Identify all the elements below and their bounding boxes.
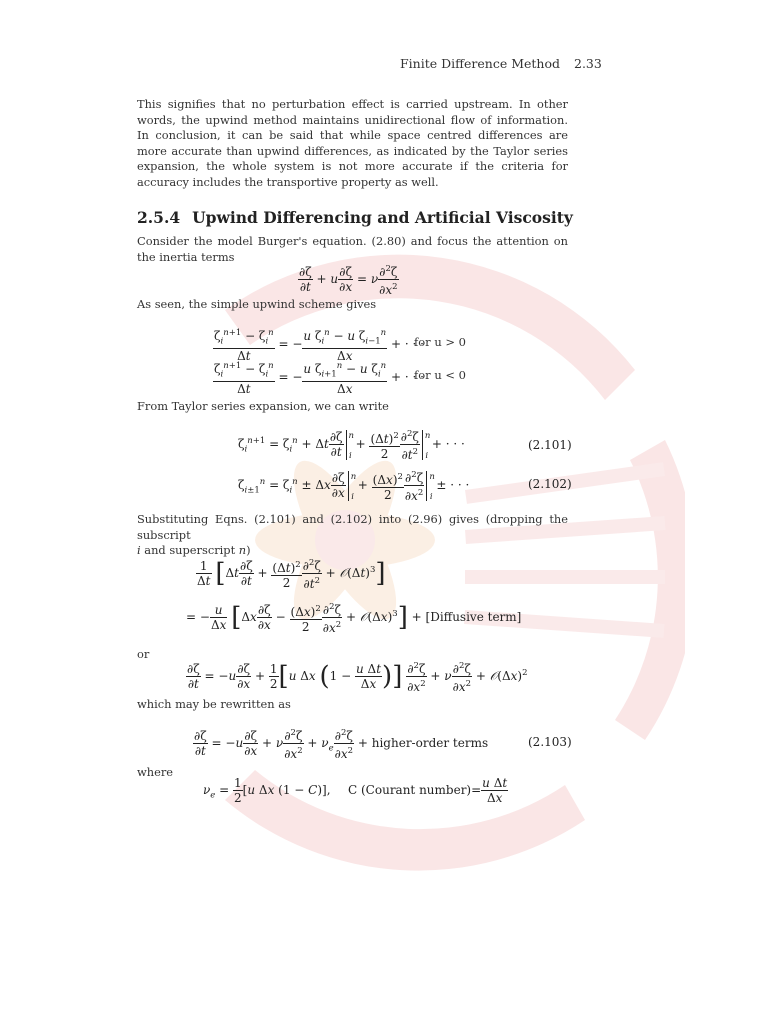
- courant-label: C (Courant number)=: [348, 783, 482, 797]
- condition-u-negative: for u < 0: [414, 368, 467, 382]
- equation-substituted-lhs: $\frac{1}{\Delta t}$ [Δt $\frac{\partial\zeta}{\partial t}$ + $\frac{(\Delta t)^2}{2}$ $\frac{\partial^2\zeta}{\partial t^2}$ + $𝒪(\Delta t)^3$]: [197, 558, 386, 591]
- equation-taylor-time: $\zeta_i^{n+1} = \zeta_i^n + \Delta t$ $\frac{\partial\zeta}{\partial t}$ $^n_i$ + $\frac{(\Delta t)^2}{2}$ $\frac{\partial^2\zeta}{\partial t^2}$ $^n_i$ + · · ·: [238, 429, 465, 462]
- paragraph-or: or: [137, 647, 150, 661]
- paragraph-rewritten: which may be rewritten as: [137, 697, 291, 711]
- equation-number-2-103: (2.103): [528, 735, 572, 749]
- equation-number-2-102: (2.102): [528, 477, 572, 491]
- substituting-end: ): [246, 543, 251, 558]
- equation-courant-number: C (Courant number)= $\frac{\text{u Δt}}{\Delta x}$: [348, 776, 508, 805]
- equation-upwind-negative: $\frac{\zeta_i^{n+1} - \zeta_i^n}{\Delta t}$ = − $\frac{u \zeta_{i+1}^n - u \zeta_i^n}{\Delta x}$ + · · ·: [214, 361, 424, 397]
- diffusive-term: + [Diffusive term]: [411, 610, 522, 624]
- running-title: Finite Difference Method: [400, 56, 561, 71]
- page-number: 2.33: [574, 56, 602, 71]
- equation-substituted-rhs: = − $\frac{u}{\Delta x}$ [Δx $\frac{\partial\zeta}{\partial x}$ − $\frac{(\Delta x)^2}{2}$ $\frac{\partial^2\zeta}{\partial x^2}$ + $𝒪(\Delta x)^3$] + [Diffusive term]: [186, 602, 522, 635]
- equation-upwind-positive: $\frac{\zeta_i^{n+1} - \zeta_i^n}{\Delta t}$ = − $\frac{u \zeta_i^n - u \zeta_{i-1}^n}{\Delta x}$ + · · ·: [214, 328, 424, 364]
- substituting-n: n: [238, 543, 247, 558]
- paragraph-burgers: Consider the model Burger's equation. (2.80) and focus the attention on the inertia terms: [137, 234, 568, 264]
- substituting-line-1: Substituting Eqns. (2.101) and (2.102) into (2.96) gives (dropping the subscript: [137, 512, 568, 542]
- section-title: Upwind Differencing and Artificial Viscosity: [192, 208, 573, 227]
- substituting-i: i: [137, 543, 141, 558]
- paragraph-substituting: [137, 512, 568, 559]
- equation-taylor-space: $\zeta_{i\pm 1}^n = \zeta_i^n \pm \Delta x$ $\frac{\partial\zeta}{\partial x}$ $^n_i$ + $\frac{(\Delta x)^2}{2}$ $\frac{\partial^2\zeta}{\partial x^2}$ $^n_i$ ± · · ·: [238, 470, 470, 503]
- equation-2-103: $\frac{\partial\zeta}{\partial t}$ = −u $\frac{\partial\zeta}{\partial x}$ + ν $\frac{\partial^2\zeta}{\partial x^2}$ + $\nu_e$ $\frac{\partial^2\zeta}{\partial x^2}$ + higher-order terms: [194, 728, 489, 761]
- equation-modified: $\frac{\partial\zeta}{\partial t}$ = −u $\frac{\partial\zeta}{\partial x}$ + $\frac{1}{2}$ [u Δx (1 − $\frac{\text{u Δt}}{\Delta x}$ )] $\frac{\partial^2\zeta}{\partial x^2}$ + ν $\frac{\partial^2\zeta}{\partial x^2}$ + $𝒪(\Delta x)^2$: [187, 661, 528, 694]
- section-number: 2.5.4: [137, 208, 181, 227]
- equation-burgers: $\frac{\partial\zeta}{\partial t}$ + u $\frac{\partial\zeta}{\partial x}$ = ν $\frac{\partial^2\zeta}{\partial x^2}$: [299, 264, 398, 297]
- running-head: [400, 56, 602, 71]
- intro-paragraph: This signifies that no perturbation effect is carried upstream. In other words, the upwind method maintains unidirectional flow of information. In conclusion, it can be said that while space centred differences are more accurate than upwind differences, as indicated by the Taylor series expansion, the whole system is not more accurate if the criteria for accuracy includes the transportive property as well.: [137, 97, 568, 189]
- substituting-mid: and superscript: [140, 543, 239, 558]
- paragraph-taylor: From Taylor series expansion, we can write: [137, 399, 389, 413]
- higher-order-terms: + higher-order terms: [357, 736, 489, 750]
- section-heading: [137, 208, 573, 227]
- paragraph-where: where: [137, 765, 174, 779]
- condition-u-positive: for u > 0: [414, 335, 467, 349]
- equation-number-2-101: (2.101): [528, 438, 572, 452]
- equation-artificial-viscosity: $\nu_e$ = $\frac{1}{2}$ [u Δx (1 − C)],: [203, 776, 331, 805]
- paragraph-upwind-scheme: As seen, the simple upwind scheme gives: [137, 297, 377, 311]
